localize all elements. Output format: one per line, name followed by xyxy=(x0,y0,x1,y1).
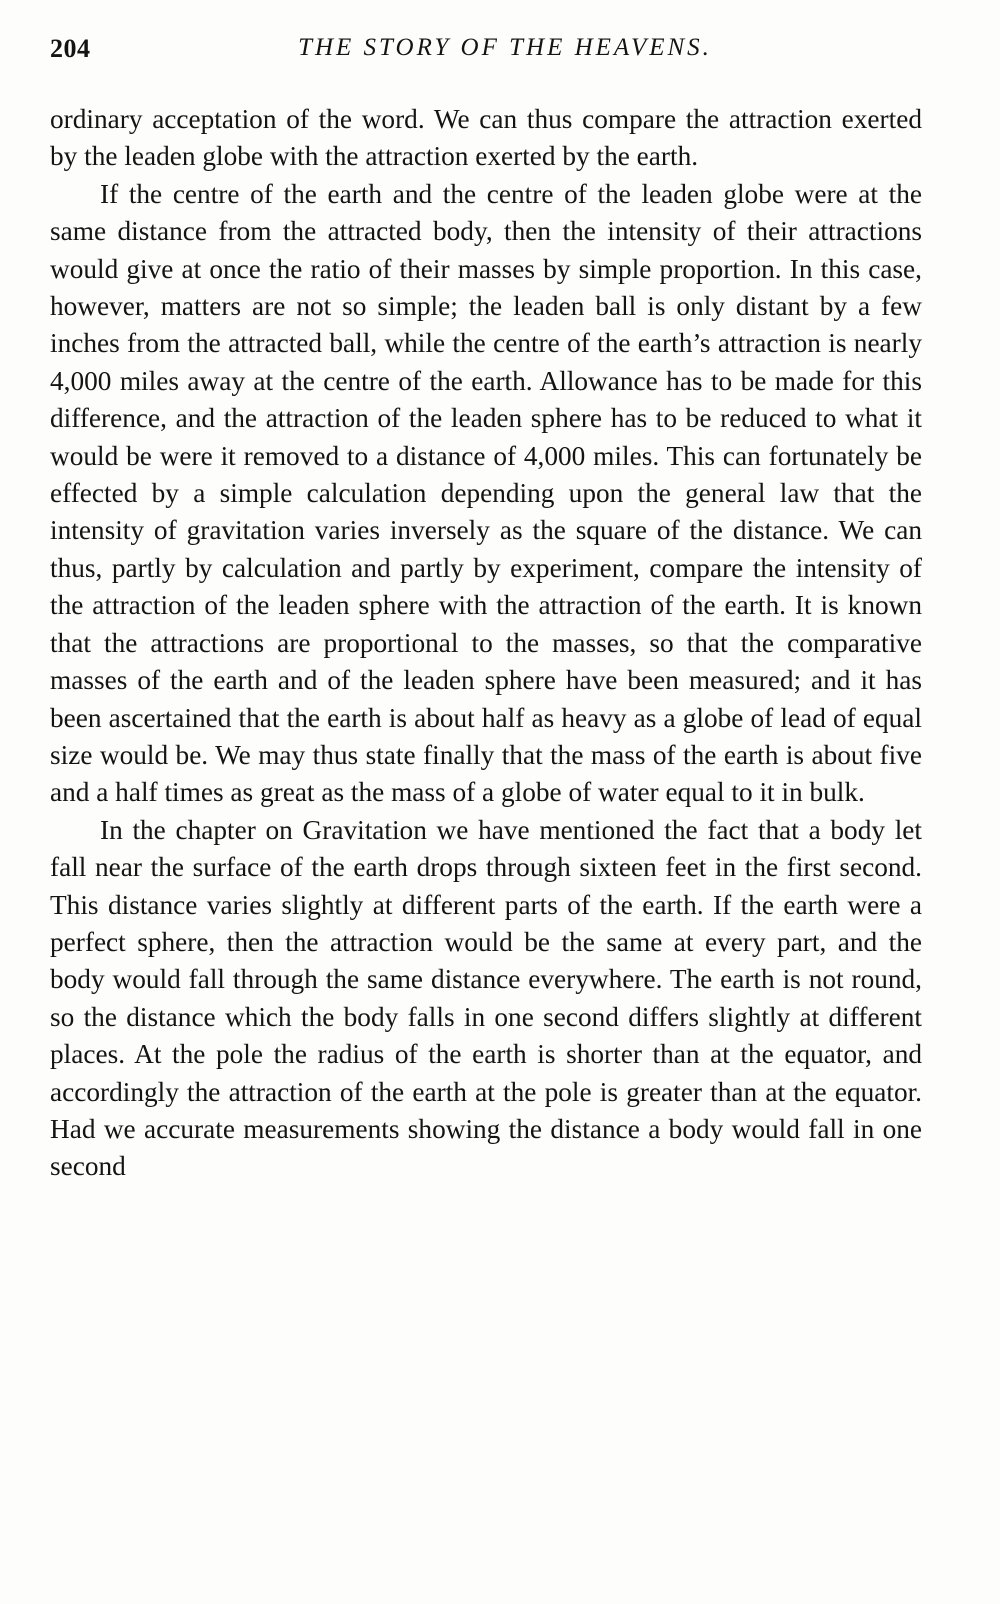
paragraph-gravitation-fall: In the chapter on Gravitation we have mentioned the fact that a body let fall near the surface of the earth drops through sixteen feet in the first second. This distance varies slightly at different parts of the earth. If the earth were a perfect sphere, then the attraction would be the same at every part, and the body would fall through the same distance everywhere. The earth is not round, so the distance which the body falls in one second differs slightly at different places. At the pole the radius of the earth is shorter than at the equator, and accordingly the attraction of the earth at the pole is greater than at the equator. Had we accurate measurements showing the distance a body would fall in one second xyxy=(50,814,922,1182)
running-title: THE STORY OF THE HEAVENS. xyxy=(298,34,712,61)
paragraph-continued: ordinary acceptation of the word. We can thus compare the attraction exerted by the leaden globe with the attraction exerted by the earth. xyxy=(50,104,922,172)
paragraph-attraction-comparison: If the centre of the earth and the centre of the leaden globe were at the same distance from the attracted body, then the intensity of their attractions would give at once the ratio of their masses by simple proportion. In this case, however, matters are not so simple; the leaden ball is only distant by a few inches from the attracted ball, while the centre of the earth’s attraction is nearly 4,000 miles away at the centre of the earth. Allowance has to be made for this difference, and the attraction of the leaden sphere has to be reduced to what it would be were it removed to a distance of 4,000 miles. This can fortunately be effected by a simple calculation depending upon the general law that the intensity of gravitation varies inversely as the square of the distance. We can thus, partly by calculation and partly by experiment, compare the intensity of the attraction of the leaden sphere with the attraction of the earth. It is known that the attractions are proportional to the masses, so that the comparative masses of the earth and of the leaden sphere have been measured; and it has been ascertained that the earth is about half as heavy as a globe of lead of equal size would be. We may thus state finally that the mass of the earth is about five and a half times as great as the mass of a globe of water equal to it in bulk. xyxy=(50,178,922,808)
body-text xyxy=(50,101,922,1186)
page-number: 204 xyxy=(50,34,91,63)
running-head xyxy=(50,34,960,74)
